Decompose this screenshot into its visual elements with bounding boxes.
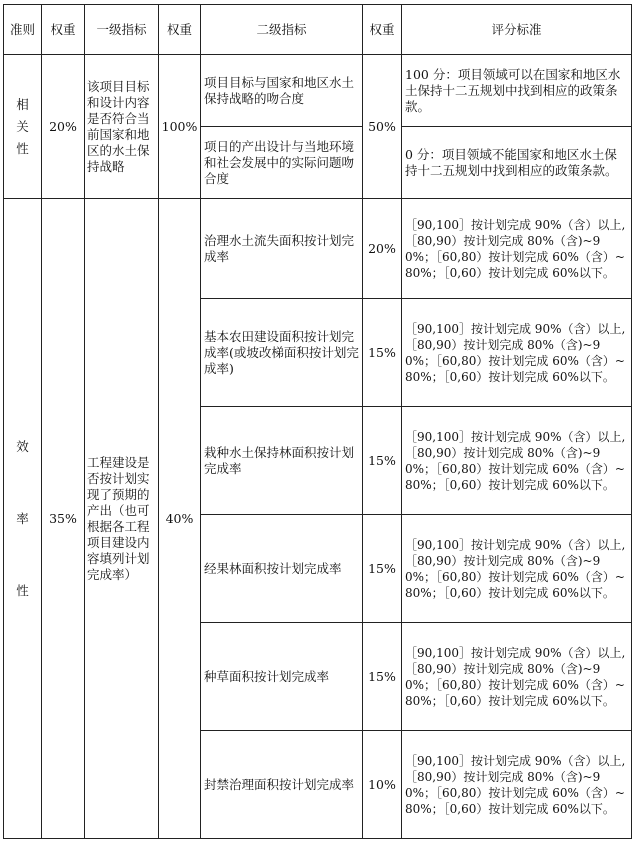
score-efficiency-6: ［90,100］按计划完成 90%（含）以上,［80,90）按计划完成 80%（含)~90%；［60,80）按计划完成 60%（含）~80%；［0,60）按计划完成 60%以下。 — [402, 731, 632, 839]
criterion-char: 率 — [16, 510, 29, 526]
header-level2: 二级指标 — [201, 5, 363, 55]
criterion-char: 性 — [16, 582, 29, 598]
score-relevance-2: 0 分：项目领域不能国家和地区水土保持十二五规划中找到相应的政策条款。 — [402, 127, 632, 199]
level2-relevance-2: 项日的产出设计与当地环境和社会发展中的实际问题吻合度 — [201, 127, 363, 199]
level2-weight-relevance: 50% — [363, 55, 402, 199]
weight-relevance: 20% — [42, 55, 85, 199]
level1-weight-efficiency: 40% — [159, 199, 201, 839]
level2-weight-efficiency-2: 15% — [363, 299, 402, 407]
level1-efficiency: 工程建设是否按计划实现了预期的产出（也可根据各工程项目建设内容填列计划完成率） — [85, 199, 159, 839]
level2-efficiency-4: 经果林面积按计划完成率 — [201, 515, 363, 623]
level2-efficiency-5: 种草面积按计划完成率 — [201, 623, 363, 731]
level1-weight-relevance: 100% — [159, 55, 201, 199]
score-efficiency-1: ［90,100］按计划完成 90%（含）以上,［80,90）按计划完成 80%（含)~90%；［60,80）按计划完成 60%（含）~80%；［0,60）按计划完成 60%以下。 — [402, 199, 632, 299]
level2-weight-efficiency-1: 20% — [363, 199, 402, 299]
header-row — [4, 5, 632, 55]
level2-weight-efficiency-6: 10% — [363, 731, 402, 839]
criterion-char: 效 — [16, 438, 29, 454]
level2-efficiency-3: 栽种水土保持林面积按计划完成率 — [201, 407, 363, 515]
weight-efficiency: 35% — [42, 199, 85, 839]
level2-efficiency-2: 基本农田建设面积按计划完成率(或坡改梯面积按计划完成率) — [201, 299, 363, 407]
header-criterion: 准则 — [4, 5, 42, 55]
level2-weight-efficiency-4: 15% — [363, 515, 402, 623]
table-row — [4, 55, 632, 127]
score-efficiency-3: ［90,100］按计划完成 90%（含）以上,［80,90）按计划完成 80%（含)~90%；［60,80）按计划完成 60%（含）~80%；［0,60）按计划完成 60%以下。 — [402, 407, 632, 515]
header-level2-weight: 权重 — [363, 5, 402, 55]
level2-weight-efficiency-3: 15% — [363, 407, 402, 515]
level2-weight-efficiency-5: 15% — [363, 623, 402, 731]
table-row — [4, 199, 632, 299]
score-efficiency-4: ［90,100］按计划完成 90%（含）以上,［80,90）按计划完成 80%（含)~90%；［60,80）按计划完成 60%（含）~80%；［0,60）按计划完成 60%以下。 — [402, 515, 632, 623]
level2-efficiency-1: 治理水土流失面积按计划完成率 — [201, 199, 363, 299]
level1-relevance: 该项目目标和设计内容是否符合当前国家和地区的水土保持战略 — [85, 55, 159, 199]
header-scoring: 评分标准 — [402, 5, 632, 55]
criterion-relevance: 相 关 性 — [4, 55, 42, 199]
score-efficiency-5: ［90,100］按计划完成 90%（含）以上,［80,90）按计划完成 80%（含)~90%；［60,80）按计划完成 60%（含）~80%；［0,60）按计划完成 60%以下。 — [402, 623, 632, 731]
header-level1: 一级指标 — [85, 5, 159, 55]
evaluation-table — [3, 4, 632, 839]
header-weight: 权重 — [42, 5, 85, 55]
header-level1-weight: 权重 — [159, 5, 201, 55]
level2-efficiency-6: 封禁治理面积按计划完成率 — [201, 731, 363, 839]
criterion-efficiency — [4, 199, 42, 839]
score-relevance-1: 100 分：项目领域可以在国家和地区水土保持十二五规划中找到相应的政策条款。 — [402, 55, 632, 127]
score-efficiency-2: ［90,100］按计划完成 90%（含）以上,［80,90）按计划完成 80%（含)~90%；［60,80）按计划完成 60%（含）~80%；［0,60）按计划完成 60%以下。 — [402, 299, 632, 407]
level2-relevance-1: 项目目标与国家和地区水土保持战略的吻合度 — [201, 55, 363, 127]
